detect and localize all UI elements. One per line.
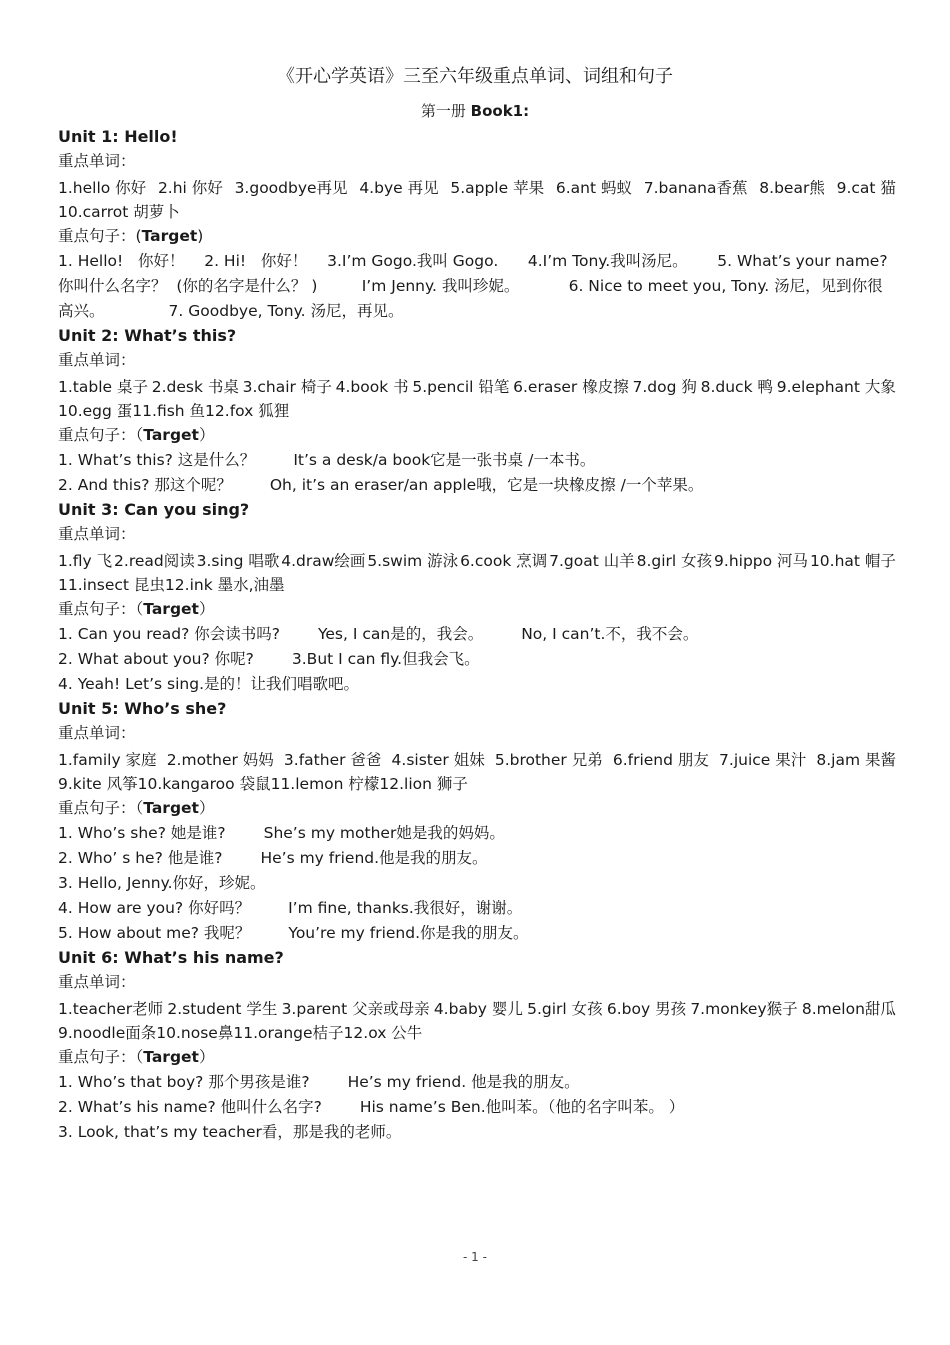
sentence-part: You’re my friend.你是我的朋友。 — [288, 924, 529, 942]
word-list — [58, 549, 896, 597]
word-item: 10.kangaroo 袋鼠 — [137, 775, 271, 793]
word-item: 3.chair 椅子 — [242, 378, 332, 396]
word-item: 8.jam 果酱 — [816, 751, 896, 769]
sentence-line — [58, 921, 896, 946]
sentence-part: 2. Who’ s he? 他是谁? — [58, 849, 223, 867]
sentence-line — [58, 647, 896, 672]
word-item: 8.girl 女孩 — [636, 552, 713, 570]
word-item: 11.orange桔子 — [233, 1024, 344, 1042]
sentences-label-close: ） — [198, 799, 215, 817]
sentence-part: 5. How about me? 我呢？ — [58, 924, 251, 942]
sentence-part: It’s a desk/a book它是一张书桌 /一本书。 — [293, 451, 596, 469]
unit-title: Unit 6: What’s his name? — [58, 948, 284, 967]
subtitle-en: Book1: — [470, 102, 530, 120]
sentence-line — [58, 846, 896, 871]
word-item: 6.ant 蚂蚁 — [555, 179, 632, 197]
sentence-line — [58, 1095, 896, 1120]
word-item: 4.book 书 — [335, 378, 409, 396]
word-item: 11.lemon 柠檬 — [270, 775, 380, 793]
word-item: 5.apple 苹果 — [450, 179, 545, 197]
sentence-part: 1. What’s this? 这是什么？ — [58, 451, 256, 469]
word-item: 8.duck 鸭 — [700, 378, 773, 396]
document-content — [58, 125, 896, 1145]
sentence-part: 4. Yeah! Let’s sing.是的！让我们唱歌吧。 — [58, 675, 360, 693]
word-item: 2.read阅读 — [114, 552, 195, 570]
sentence-line — [58, 473, 896, 498]
word-item: 2.hi 你好 — [157, 179, 223, 197]
word-item: 10.hat 帽子 — [809, 552, 896, 570]
word-item: 8.melon甜瓜 — [801, 1000, 896, 1018]
word-item: 5.girl 女孩 — [527, 1000, 603, 1018]
sentence-line — [58, 1070, 896, 1095]
words-label: 重点单词： — [58, 525, 136, 543]
word-item: 9.noodle面条 — [58, 1024, 157, 1042]
sentence-part: I’m fine, thanks.我很好，谢谢。 — [288, 899, 523, 917]
word-item: 1.family 家庭 — [58, 751, 157, 769]
unit-section — [58, 697, 896, 946]
sentence-part: 3.But I can fly.但我会飞。 — [291, 650, 480, 668]
word-item: 3.parent 父亲或母亲 — [281, 1000, 430, 1018]
word-item: 9.elephant 大象 — [776, 378, 896, 396]
word-item: 7.banana香蕉 — [643, 179, 748, 197]
subtitle-cn: 第一册 — [420, 102, 466, 120]
sentence-part: She’s my mother她是我的妈妈。 — [263, 824, 505, 842]
sentence-line — [58, 1120, 896, 1145]
words-label: 重点单词： — [58, 973, 136, 991]
sentence-part: 3. Hello, Jenny.你好，珍妮。 — [58, 874, 266, 892]
word-list — [58, 748, 896, 796]
sentence-line — [58, 871, 896, 896]
sentence-part: He’s my friend. 他是我的朋友。 — [347, 1073, 580, 1091]
sentence-part: 1. Can you read? 你会读书吗? — [58, 625, 280, 643]
unit-title: Unit 3: Can you sing? — [58, 500, 250, 519]
word-item: 3.father 爸爸 — [283, 751, 382, 769]
word-item: 10.carrot 胡萝卜 — [58, 203, 180, 221]
word-item: 1.table 桌子 — [58, 378, 148, 396]
sentences-label-close: ） — [198, 1048, 215, 1066]
word-item: 7.dog 狗 — [632, 378, 697, 396]
sentence-line — [58, 672, 896, 697]
target-label: Target — [143, 426, 199, 444]
sentence-part: No, I can’t.不，我不会。 — [521, 625, 699, 643]
sentence-part: Yes, I can是的，我会。 — [317, 625, 484, 643]
words-label: 重点单词： — [58, 724, 136, 742]
sentence-part: Oh, it’s an eraser/an apple哦，它是一块橡皮擦 /一个苹果。 — [269, 476, 704, 494]
word-item: 4.baby 婴儿 — [433, 1000, 523, 1018]
word-item: 9.kite 风筝 — [58, 775, 138, 793]
word-item: 2.desk 书桌 — [151, 378, 239, 396]
word-item: 5.brother 兄弟 — [494, 751, 603, 769]
sentence-line — [58, 622, 896, 647]
sentence-line — [58, 821, 896, 846]
word-item: 9.cat 猫 — [836, 179, 896, 197]
word-item: 12.ox 公牛 — [343, 1024, 423, 1042]
word-item: 11.fish 鱼 — [132, 402, 206, 420]
word-item: 8.bear熊 — [759, 179, 825, 197]
sentences-label-text: 重点句子：（ — [58, 600, 144, 618]
sentences-label-close: ） — [198, 600, 215, 618]
unit-section — [58, 125, 896, 324]
sentence-part: 2. And this? 那这个呢？ — [58, 476, 232, 494]
word-item: 7.monkey猴子 — [690, 1000, 798, 1018]
sentences-label-close: ） — [198, 426, 215, 444]
word-item: 10.egg 蛋 — [58, 402, 133, 420]
sentence-part: His name’s Ben.他叫苯。（他的名字叫苯。 ） — [359, 1098, 685, 1116]
sentence-part: 2. What’s his name? 他叫什么名字? — [58, 1098, 322, 1116]
sentences-label — [58, 423, 896, 448]
target-label: Target — [143, 799, 199, 817]
sentences-label-text: 重点句子：（ — [58, 426, 144, 444]
word-item: 6.friend 朋友 — [612, 751, 709, 769]
sentences-label — [58, 796, 896, 821]
unit-title: Unit 5: Who’s she? — [58, 699, 227, 718]
word-list — [58, 375, 896, 423]
word-item: 2.mother 妈妈 — [166, 751, 274, 769]
words-label: 重点单词： — [58, 351, 136, 369]
word-item: 1.hello 你好 — [58, 179, 147, 197]
word-item: 7.goat 山羊 — [549, 552, 635, 570]
target-label: Target — [143, 600, 199, 618]
word-item: 11.insect 昆虫 — [58, 576, 165, 594]
sentences-label-text: 重点句子：（ — [58, 799, 144, 817]
word-item: 4.bye 再见 — [359, 179, 439, 197]
document-title: 《开心学英语》三至六年级重点单词、词组和句子 — [277, 66, 673, 87]
word-item: 1.teacher老师 — [58, 1000, 164, 1018]
page-number: - 1 - — [463, 1250, 487, 1264]
word-item: 7.juice 果汁 — [719, 751, 807, 769]
sentences-label — [58, 1045, 896, 1070]
sentence-part: 3. Look, that’s my teacher看，那是我的老师。 — [58, 1123, 402, 1141]
unit-title: Unit 1: Hello! — [58, 127, 178, 146]
sentence-paragraph: 1. Hello! 你好！ 2. Hi! 你好！ 3.I’m Gogo.我叫 Gogo. 4.I’m Tony.我叫汤尼。 5. What’s your name? 你叫什么名字？ (你的名字是什么？ ) I’m Jenny. 我叫珍妮。 6. Nice to meet you, Tony. 汤尼，见到你很高兴。 7. Goodbye, Tony. 汤尼，再见。 — [58, 252, 893, 320]
word-item: 4.draw绘画 — [281, 552, 366, 570]
word-item: 5.swim 游泳 — [367, 552, 459, 570]
word-item: 6.eraser 橡皮擦 — [513, 378, 629, 396]
sentences-label-text: 重点句子：（ — [58, 1048, 144, 1066]
sentence-part: He’s my friend.他是我的朋友。 — [260, 849, 488, 867]
word-item: 3.sing 唱歌 — [196, 552, 280, 570]
sentences-label — [58, 224, 896, 249]
word-item: 2.student 学生 — [167, 1000, 278, 1018]
sentence-part: 1. Who’s that boy? 那个男孩是谁? — [58, 1073, 310, 1091]
words-label: 重点单词： — [58, 152, 136, 170]
word-item: 6.cook 烹调 — [460, 552, 548, 570]
word-item: 6.boy 男孩 — [606, 1000, 687, 1018]
word-list — [58, 997, 896, 1045]
word-item: 12.fox 狐狸 — [205, 402, 290, 420]
word-item: 12.ink 墨水,油墨 — [164, 576, 285, 594]
unit-section — [58, 498, 896, 697]
sentence-part: 2. What about you? 你呢? — [58, 650, 254, 668]
unit-section — [58, 324, 896, 498]
sentence-line — [58, 896, 896, 921]
sentences-label-text: 重点句子：( — [58, 227, 142, 245]
sentences-label — [58, 597, 896, 622]
word-list — [58, 176, 896, 224]
book-subtitle — [0, 100, 950, 121]
unit-section — [58, 946, 896, 1145]
word-item: 3.goodbye再见 — [234, 179, 348, 197]
word-item: 5.pencil 铅笔 — [412, 378, 510, 396]
word-item: 12.lion 狮子 — [379, 775, 468, 793]
target-label: Target — [141, 227, 198, 245]
unit-title: Unit 2: What’s this? — [58, 326, 237, 345]
sentence-part: 4. How are you? 你好吗？ — [58, 899, 251, 917]
word-item: 4.sister 姐妹 — [391, 751, 485, 769]
sentence-part: 1. Who’s she? 她是谁? — [58, 824, 226, 842]
sentences-label-close: ) — [197, 227, 204, 245]
word-item: 1.fly 飞 — [58, 552, 113, 570]
word-item: 9.hippo 河马 — [714, 552, 809, 570]
sentence-line — [58, 448, 896, 473]
word-item: 10.nose鼻 — [156, 1024, 234, 1042]
target-label: Target — [143, 1048, 199, 1066]
